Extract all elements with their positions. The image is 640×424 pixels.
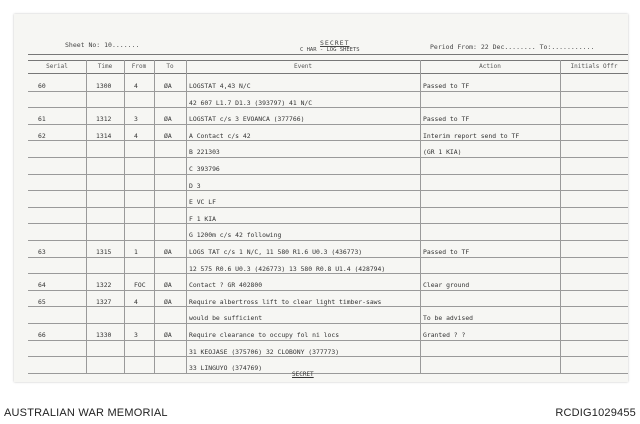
row-rule [28,257,628,258]
period-from: Period From: 22 Dec........ To:........... [430,43,595,51]
column-header-top-rule [28,60,628,61]
row-rule [28,91,628,92]
log-cell-from: 1 [134,248,138,256]
log-cell-serial: 61 [38,115,46,124]
log-cell-action: Passed to TF [423,115,470,124]
column-action: Action [479,63,501,70]
log-cell-event: C 393796 [189,165,220,173]
sheet-subtitle: C HAR - LOG SHEETS [300,47,360,53]
log-cell-from: FOC [134,281,146,290]
log-cell-event: LOGS TAT c/s 1 N/C, 11 580 R1.6 U0.3 (436773) [189,248,363,256]
sheet-number: Sheet No: 10....... [65,41,140,49]
column-event: Event [293,63,313,70]
log-cell-time: 1314 [96,131,112,140]
row-rule [28,273,628,274]
log-cell-event: E VC LF [189,198,216,207]
row-rule [28,174,628,175]
archive-reference: RCDIG1029455 [555,407,636,419]
log-cell-from: 4 [134,131,138,140]
row-rule [28,190,628,191]
log-cell-serial: 63 [38,248,46,256]
log-cell-time: 1312 [96,115,112,124]
log-cell-from: 3 [134,115,138,124]
log-cell-event: D 3 [189,181,201,190]
log-cell-to: ØA [164,297,172,306]
row-rule [28,223,628,224]
column-to: To [166,63,174,70]
footer-classification: SECRET [292,371,314,378]
log-cell-event: Require albertross lift to clear light timber-saws [189,297,382,306]
row-rule [28,207,628,208]
log-cell-action: Granted ? ? [423,331,466,339]
log-cell-time: 1330 [96,331,112,339]
log-cell-serial: 66 [38,331,46,339]
log-cell-event: G 1200m c/s 42 following [189,231,282,240]
log-cell-event: would be sufficient [189,314,263,323]
log-cell-action: Passed to TF [423,82,470,90]
log-cell-action: (GR 1 KIA) [423,148,462,157]
log-cell-action: To be advised [423,314,474,323]
log-cell-serial: 60 [38,82,46,90]
row-rule [28,157,628,158]
log-cell-time: 1327 [96,297,112,306]
log-cell-event: Contact ? GR 402800 [189,281,263,290]
log-cell-event: 31 KEOJASE (375706) 32 CLOBONY (377773) [189,347,340,356]
log-cell-event: 42 607 L1.7 D1.3 (393797) 41 N/C [189,98,313,107]
log-cell-time: 1315 [96,248,112,256]
column-serial: Serial [46,63,68,70]
log-cell-to: ØA [164,82,172,90]
log-cell-time: 1322 [96,281,112,290]
log-cell-event: 33 LINGUYO (374769) [189,364,263,373]
row-rule [28,140,628,141]
log-cell-event: A Contact c/s 42 [189,131,251,140]
log-cell-to: ØA [164,131,172,140]
row-rule [28,240,628,241]
row-rule [28,356,628,357]
log-cell-to: ØA [164,248,172,256]
log-cell-from: 4 [134,297,138,306]
log-cell-time: 1300 [96,82,112,90]
log-cell-event: 12 575 R0.6 U0.3 (426773) 13 580 R0.8 U1.4 (428794) [189,264,386,273]
column-initials: Initials Offr [570,63,618,70]
row-rule [28,340,628,341]
row-rule [28,306,628,307]
column-header-bottom-rule [28,73,628,74]
log-cell-event: LOGSTAT 4,43 N/C [189,82,251,90]
log-sheet [14,14,628,382]
log-cell-serial: 62 [38,131,46,140]
row-rule [28,124,628,125]
log-cell-event: Require clearance to occupy fol ni locs [189,331,340,339]
log-cell-event: F 1 KIA [189,214,216,223]
log-cell-action: Passed to TF [423,248,470,256]
column-time: Time [97,63,113,70]
log-cell-serial: 65 [38,297,46,306]
log-cell-event: B 221303 [189,148,220,157]
row-rule [28,373,628,374]
row-rule [28,107,628,108]
log-cell-to: ØA [164,115,172,124]
log-cell-action: Clear ground [423,281,470,290]
log-cell-from: 4 [134,82,138,90]
archive-credit: AUSTRALIAN WAR MEMORIAL [4,407,168,419]
log-cell-to: ØA [164,281,172,290]
classification-title: SECRET [320,39,350,47]
column-from: From [131,63,147,70]
header-rule [28,54,628,55]
row-rule [28,290,628,291]
log-cell-to: ØA [164,331,172,339]
log-cell-serial: 64 [38,281,46,290]
log-cell-from: 3 [134,331,138,339]
log-cell-event: LOGSTAT c/s 3 EVOANCA (377766) [189,115,305,124]
row-rule [28,323,628,324]
log-cell-action: Interim report send to TF [423,131,520,140]
